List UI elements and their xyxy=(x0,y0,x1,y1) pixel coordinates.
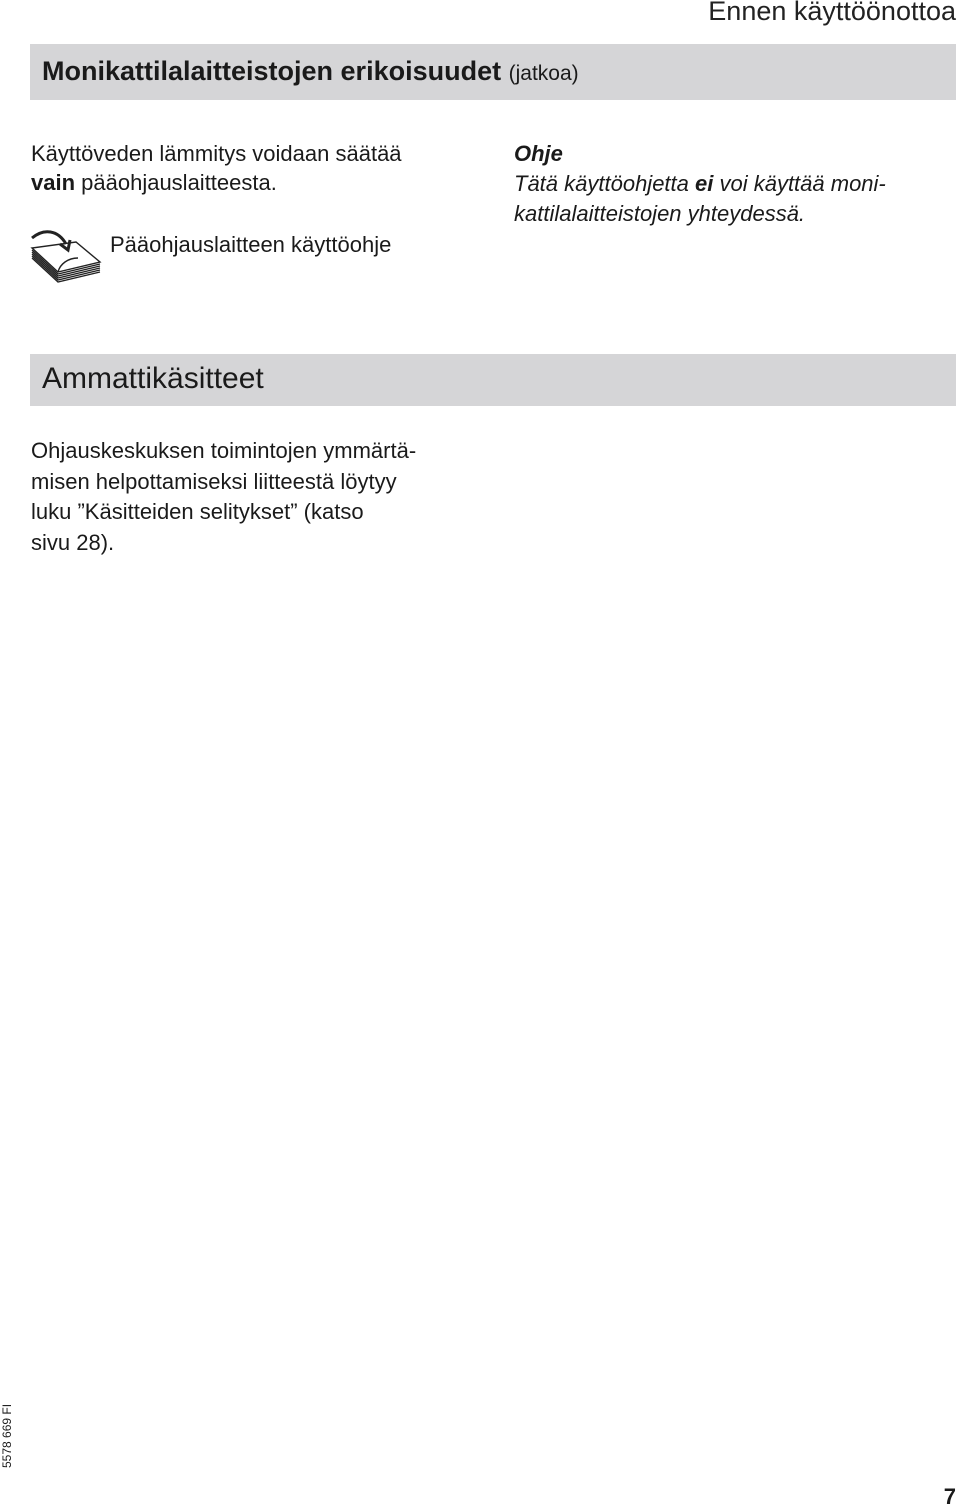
note-text-start: Tätä käyttöohjetta xyxy=(514,171,695,196)
note-emphasis-ei: ei xyxy=(695,171,714,196)
section-title: Ammattikäsitteet xyxy=(42,362,264,395)
section-heading-bar xyxy=(30,354,956,406)
reference-text: Pääohjauslaitteen käyttöohje xyxy=(110,232,392,257)
note-line: kattilalaitteistojen yhteydessä. xyxy=(514,201,806,226)
note-box xyxy=(514,139,954,229)
paragraph-line: Käyttöveden lämmitys voidaan säätää xyxy=(31,141,402,166)
terms-paragraph xyxy=(31,436,491,558)
note-title: Ohje xyxy=(514,141,563,166)
manual-reference xyxy=(28,224,488,294)
dhw-paragraph xyxy=(31,139,481,197)
paragraph-line: luku ”Käsitteiden selitykset” (katso xyxy=(31,499,364,524)
section-heading-bar xyxy=(30,44,956,100)
page-number: 7 xyxy=(943,1484,956,1509)
section-title-main: Monikattilalaitteistojen erikoisuudet xyxy=(42,56,502,86)
paragraph-line: Ohjauskeskuksen toimintojen ymmärtä- xyxy=(31,438,417,463)
emphasis-vain: vain xyxy=(31,170,76,195)
note-text-end: voi käyttää moni- xyxy=(713,171,886,196)
paragraph-line-rest: pääohjauslaitteesta. xyxy=(75,170,277,195)
paragraph-line: sivu 28). xyxy=(31,529,115,555)
paragraph-line: misen helpottamiseksi liitteestä löytyy xyxy=(31,468,397,494)
document-code: 5578 669 FI xyxy=(0,1403,14,1468)
section-title-suffix: (jatkoa) xyxy=(508,62,579,85)
section-title xyxy=(42,56,579,87)
paragraph-line xyxy=(31,168,481,197)
note-line xyxy=(514,169,954,199)
chapter-header: Ennen käyttöönottoa xyxy=(708,0,956,26)
book-page-turn-icon xyxy=(28,224,104,290)
